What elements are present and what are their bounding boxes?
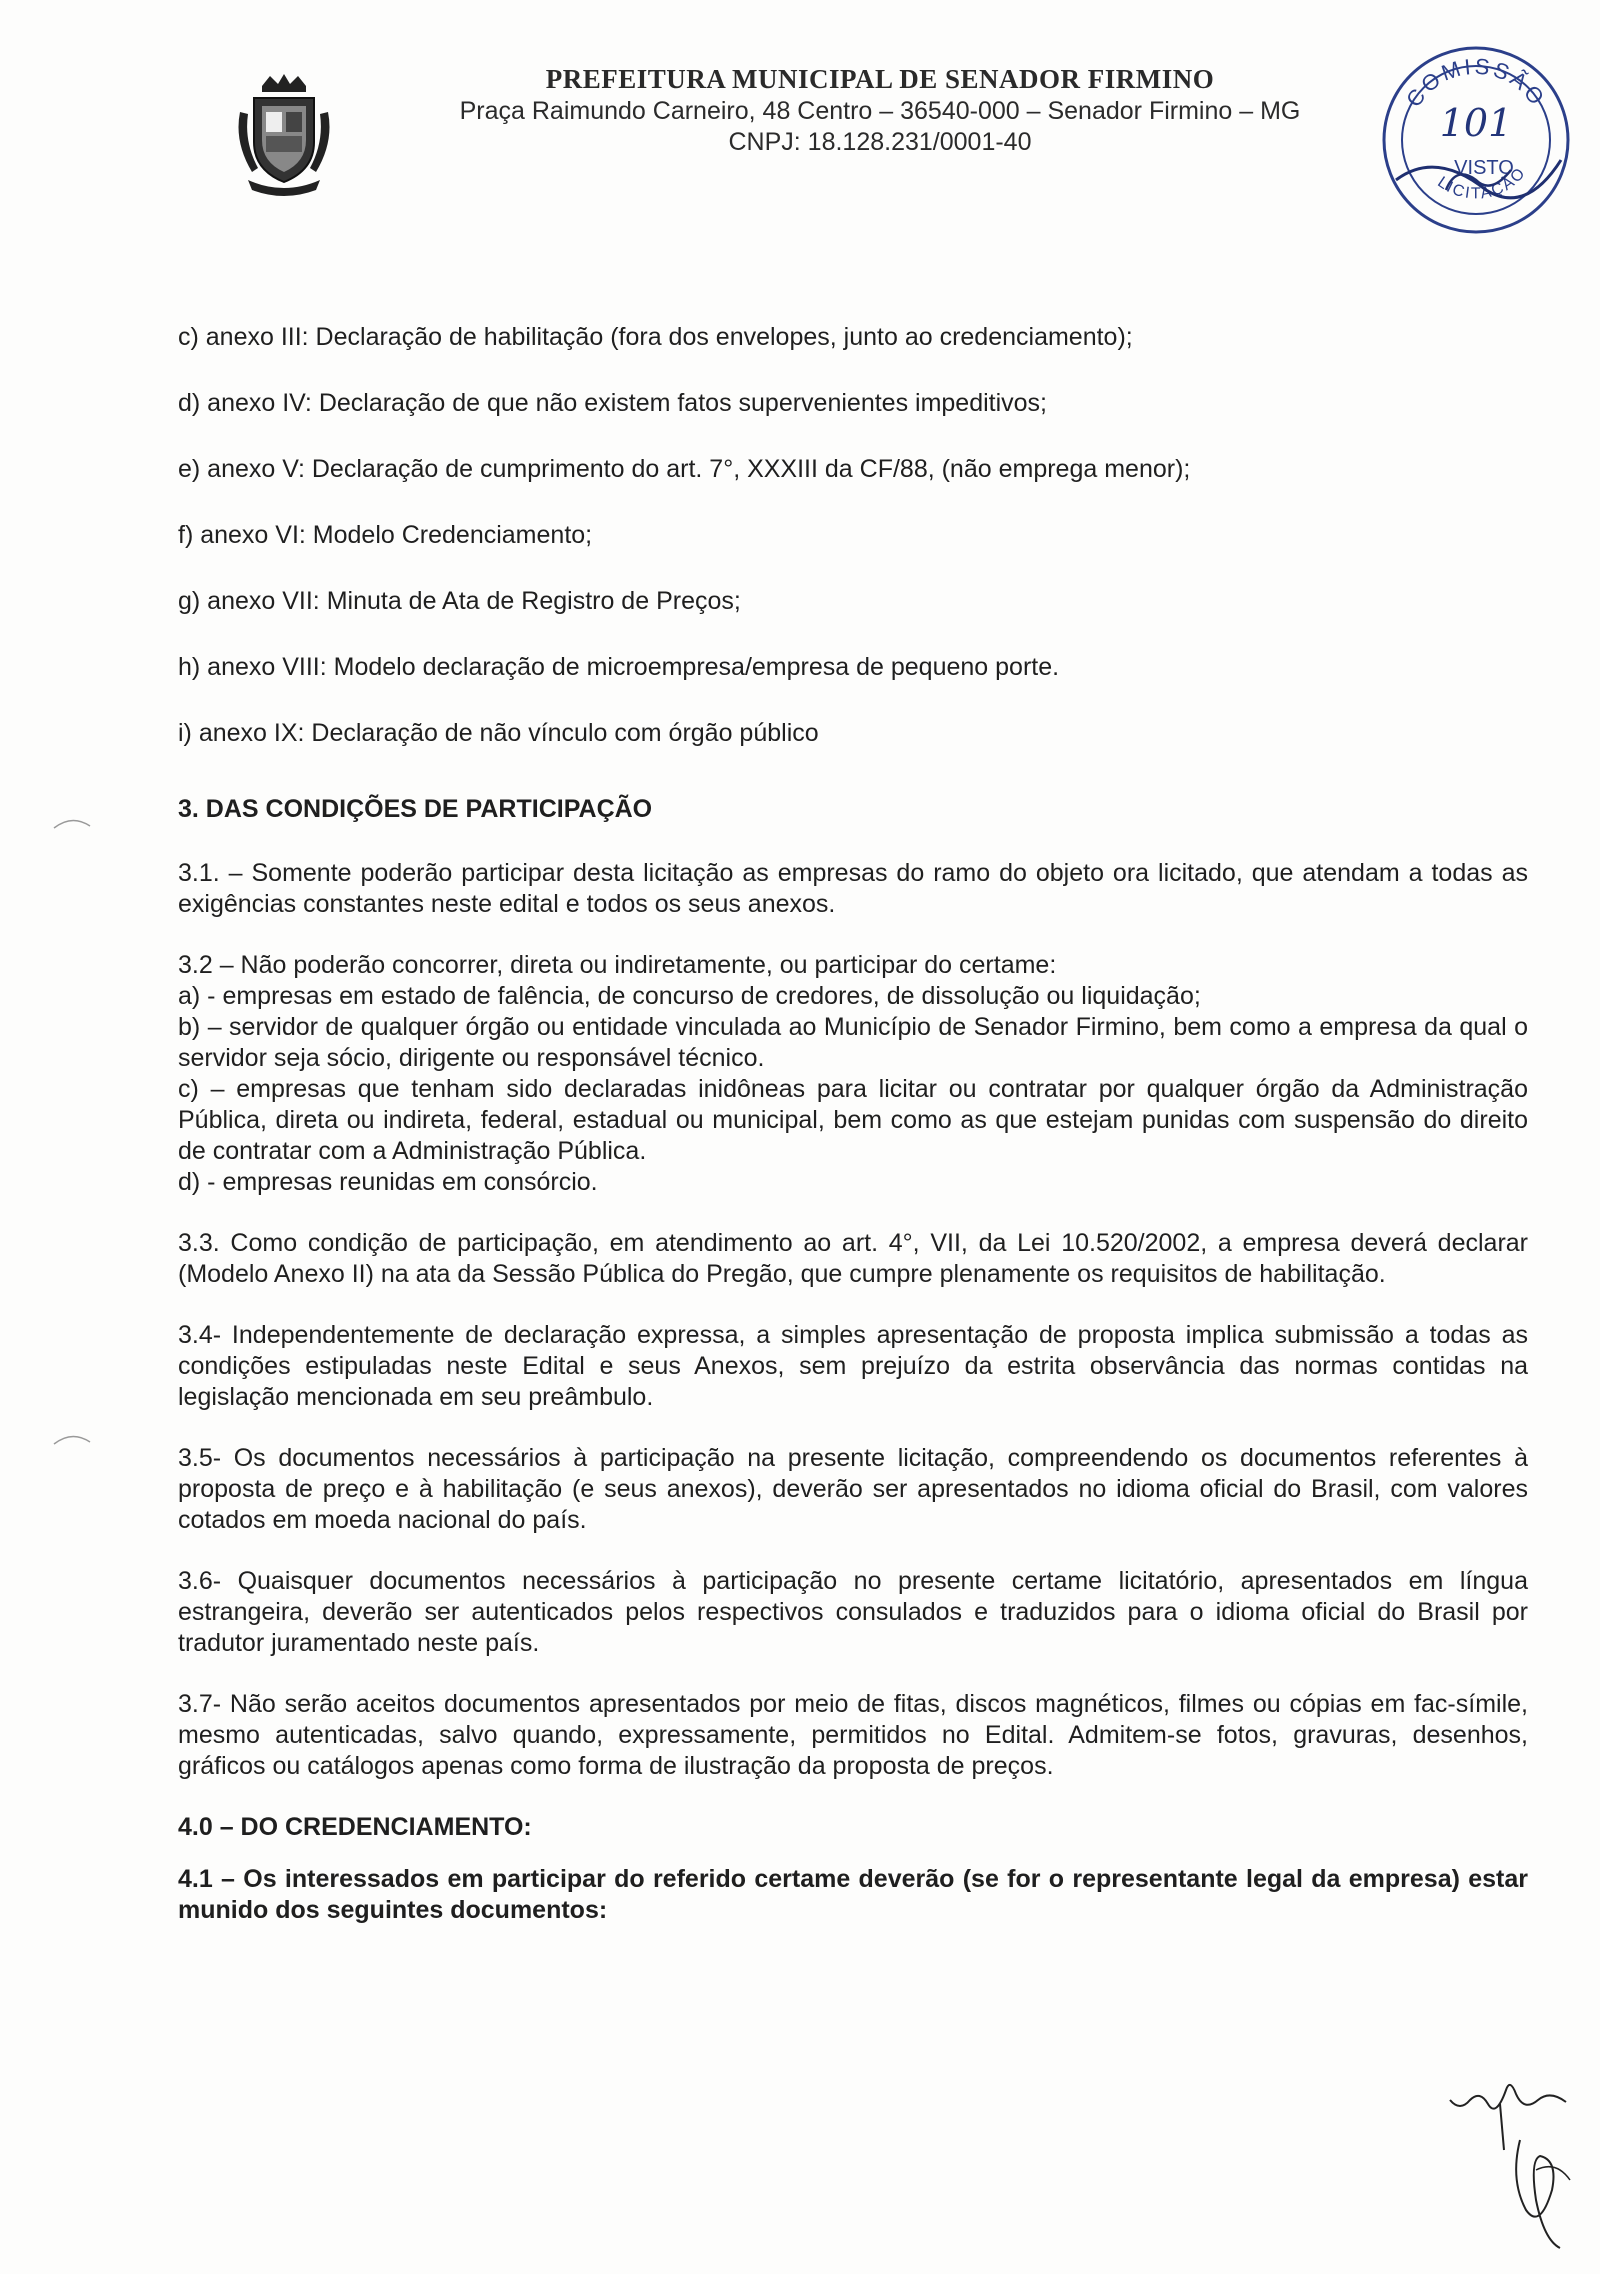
annex-item: d) anexo IV: Declaração de que não existem fatos supervenientes impeditivos; <box>178 389 1048 417</box>
stamp-middle-text: VISTO <box>1454 157 1514 179</box>
clause-4-1: 4.1 – Os interessados em participar do referido certame deverão (se for o representante legal da empresa) estar munido dos seguintes documentos: <box>178 1865 1528 1924</box>
clause-3-2-item-b: b) – servidor de qualquer órgão ou entidade vinculada ao Município de Senador Firmino, bem como a empresa da qual o servidor seja sócio, dirigente ou responsável técnico. <box>178 1013 1528 1072</box>
signature-initials-icon <box>1440 2060 1590 2260</box>
annex-item: h) anexo VIII: Modelo declaração de microempresa/empresa de pequeno porte. <box>178 653 1060 681</box>
stamp-top-text: COMISSÃO <box>1401 53 1551 112</box>
clause-3-1: 3.1. – Somente poderão participar desta licitação as empresas do ramo do objeto ora licitado, que atendam a todas as exigências constantes neste edital e todos os seus anexos. <box>178 859 1528 918</box>
coat-of-arms-icon <box>232 72 336 200</box>
clause-3-2 <box>178 950 1528 1198</box>
municipality-address: Praça Raimundo Carneiro, 48 Centro – 36540-000 – Senador Firmino – MG <box>459 97 1301 125</box>
section-3-title: 3. DAS CONDIÇÕES DE PARTICIPAÇÃO <box>178 795 653 823</box>
clause-3-5: 3.5- Os documentos necessários à participação na presente licitação, compreendendo os documentos referentes à proposta de preço e à habilitação (e seus anexos), deverão ser apresentados no idioma oficial do Brasil, com valores cotados em moeda nacional do país. <box>178 1444 1528 1534</box>
clause-3-7: 3.7- Não serão aceitos documentos apresentados por meio de fitas, discos magnéticos, filmes ou cópias em fac-símile, mesmo autenticadas, salvo quando, expressamente, permitidos no Edital. Admitem-se fotos, gravuras, desenhos, gráficos ou catálogos apenas como forma de ilustração da proposta de preços. <box>178 1690 1528 1780</box>
annex-item: g) anexo VII: Minuta de Ata de Registro de Preços; <box>178 587 741 615</box>
section-4-title: 4.0 – DO CREDENCIAMENTO: <box>178 1813 532 1841</box>
annex-item: c) anexo III: Declaração de habilitação (fora dos envelopes, junto ao credenciamento); <box>178 323 1133 351</box>
clause-3-3: 3.3. Como condição de participação, em atendimento ao art. 4°, VII, da Lei 10.520/2002, a empresa deverá declarar (Modelo Anexo II) na ata da Sessão Pública do Pregão, que cumpre plenamente os requisitos de habilitação. <box>178 1229 1528 1288</box>
clause-3-4: 3.4- Independentemente de declaração expressa, a simples apresentação de proposta implica submissão a todas as condições estipuladas neste Edital e seus Anexos, sem prejuízo da estrita observância das normas contidas na legislação mencionada em seu preâmbulo. <box>178 1321 1528 1411</box>
commission-stamp-icon <box>1376 40 1576 240</box>
clause-3-2-item-d: d) - empresas reunidas em consórcio. <box>178 1168 598 1196</box>
margin-mark-icon <box>52 812 92 832</box>
clause-3-2-item-a: a) - empresas em estado de falência, de concurso de credores, de dissolução ou liquidação; <box>178 982 1201 1010</box>
stamp-bottom-text: LICITAÇÃO <box>1434 163 1530 203</box>
clause-3-2-item-c: c) – empresas que tenham sido declaradas inidôneas para licitar ou contratar por qualquer órgão da Administração Pública, direta ou indireta, federal, estadual ou municipal, bem como as que estejam punidas com suspensão do direito de contratar com a Administração Pública. <box>178 1075 1528 1165</box>
margin-mark-icon <box>52 1428 92 1448</box>
clause-3-2-intro: 3.2 – Não poderão concorrer, direta ou indiretamente, ou participar do certame: <box>178 951 1057 979</box>
letterhead <box>380 64 1380 157</box>
annex-item: f) anexo VI: Modelo Credenciamento; <box>178 521 593 549</box>
municipality-title: PREFEITURA MUNICIPAL DE SENADOR FIRMINO <box>545 64 1215 94</box>
annex-item: e) anexo V: Declaração de cumprimento do art. 7°, XXXIII da CF/88, (não emprega menor); <box>178 455 1191 483</box>
clause-3-6: 3.6- Quaisquer documentos necessários à participação no presente certame licitatório, apresentados em língua estrangeira, deverão ser autenticados pelos respectivos consulados e traduzidos para o idioma oficial do Brasil por tradutor juramentado neste país. <box>178 1567 1528 1657</box>
stamp-number: 101 <box>1439 101 1513 145</box>
municipality-cnpj: CNPJ: 18.128.231/0001-40 <box>728 128 1032 156</box>
document-body <box>178 322 1528 1956</box>
annex-item: i) anexo IX: Declaração de não vínculo com órgão público <box>178 719 819 747</box>
